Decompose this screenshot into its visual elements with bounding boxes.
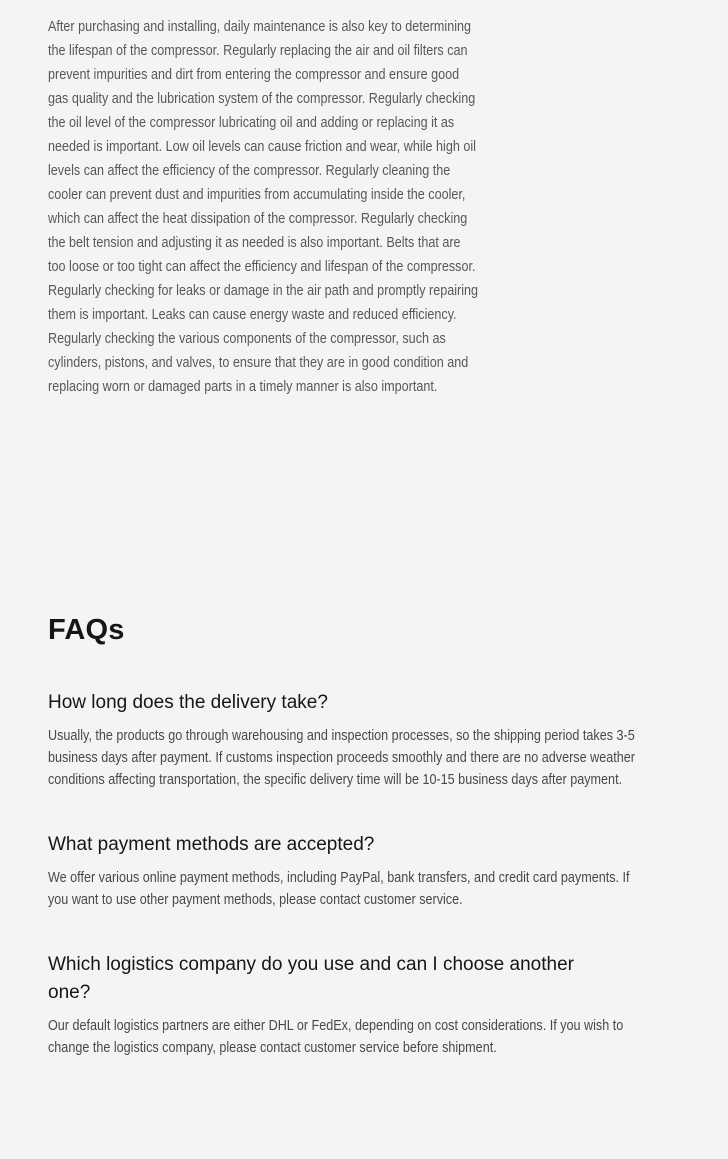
faq-item-payment [48,831,728,911]
faq-answer-delivery: Usually, the products go through warehousing and inspection processes, so the shipping period takes 3-5 business days after payment. If customs inspection proceeds smoothly and there are no adverse weather conditions affecting transportation, the specific delivery time will be 10-15 business days after payment. [48,727,635,788]
faqs-heading: FAQs [48,614,125,646]
maintenance-paragraph: After purchasing and installing, daily maintenance is also key to determining the lifespan of the compressor. Regularly replacing the air and oil filters can prevent impurities and dirt from entering the compressor and ensure good gas quality and the lubrication system of the compressor. Regularly checking the oil level of the compressor lubricating oil and adding or replacing it as needed is important. Low oil levels can cause friction and wear, while high oil levels can affect the efficiency of the compressor. Regularly cleaning the cooler can prevent dust and impurities from accumulating inside the cooler, which can affect the heat dissipation of the compressor. Regularly checking the belt tension and adjusting it as needed is also important. Belts that are too loose or too tight can affect the efficiency and lifespan of the compressor. Regularly checking for leaks or damage in the air path and promptly repairing them is important. Leaks can cause energy waste and reduced efficiency. Regularly checking the various components of the compressor, such as cylinders, pistons, and valves, to ensure that they are in good condition and replacing worn or damaged parts in a timely manner is also important. [48,18,479,395]
faq-question-delivery: How long does the delivery take? [48,692,328,713]
faq-question-payment: What payment methods are accepted? [48,834,375,855]
faq-answer-logistics: Our default logistics partners are either DHL or FedEx, depending on cost considerations. If you wish to change the logistics company, please contact customer service before shipment. [48,1017,624,1056]
faq-item-logistics [48,951,728,1059]
faq-answer-payment: We offer various online payment methods, including PayPal, bank transfers, and credit card payments. If you want to use other payment methods, please contact customer service. [48,869,630,908]
faq-section [48,613,728,1059]
maintenance-section [48,15,728,399]
faq-question-logistics: Which logistics company do you use and can I choose another one? [48,954,574,1003]
faq-item-delivery [48,689,728,791]
